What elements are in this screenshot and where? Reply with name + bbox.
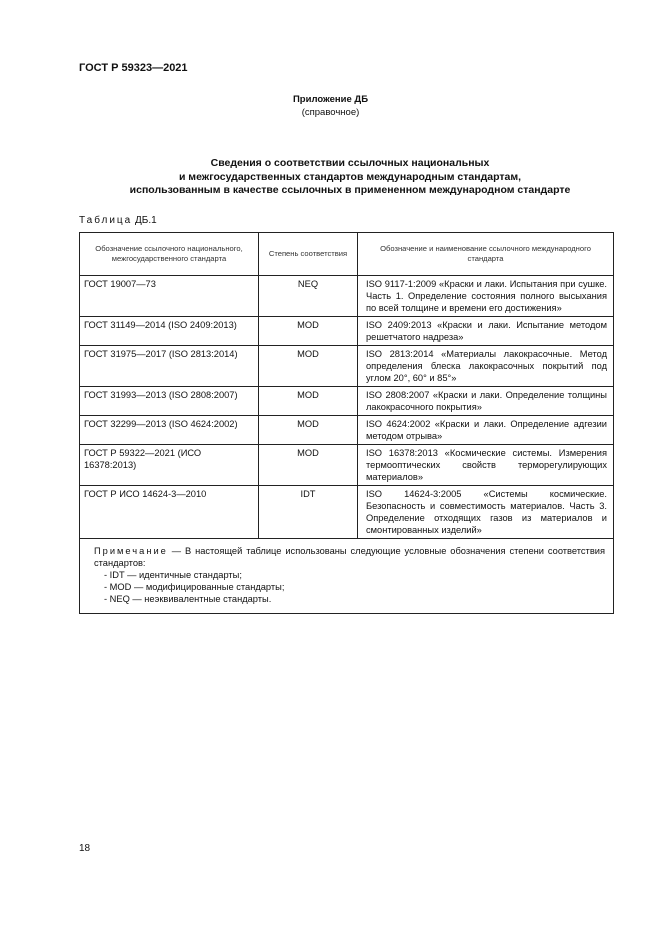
cell-national: ГОСТ 31975—2017 (ISO 2813:2014) (80, 346, 259, 387)
cell-international: ISO 2808:2007 «Краски и лаки. Определение толщины лакокрасочного покрытия» (358, 387, 614, 416)
appendix-title: Приложение ДБ (292, 94, 369, 105)
note-label: Примечание (94, 546, 168, 556)
table-caption-number: ДБ.1 (135, 215, 157, 226)
note-item: - IDT — идентичные стандарты; (104, 570, 242, 580)
page-number: 18 (79, 843, 91, 854)
cell-degree: MOD (259, 445, 358, 486)
section-title-line: использованным в качестве ссылочных в примененном международном стандарте (129, 184, 571, 196)
note-item: - NEQ — неэквивалентные стандарты. (104, 594, 272, 604)
appendix-heading (0, 93, 661, 119)
reference-table (79, 232, 614, 614)
cell-national: ГОСТ 32299—2013 (ISO 4624:2002) (80, 416, 259, 445)
cell-national: ГОСТ 31149—2014 (ISO 2409:2013) (80, 317, 259, 346)
table-caption-label: Таблица (79, 215, 133, 226)
cell-degree: MOD (259, 416, 358, 445)
table-row (80, 276, 614, 317)
table-row (80, 486, 614, 539)
cell-international: ISO 2409:2013 «Краски и лаки. Испытание методом решетчатого надреза» (358, 317, 614, 346)
table-row (80, 346, 614, 387)
cell-international: ISO 16378:2013 «Космические системы. Измерения термооптических свойств терморегулирующих материалов» (358, 445, 614, 486)
cell-degree: MOD (259, 387, 358, 416)
table-row (80, 387, 614, 416)
cell-national: ГОСТ Р 59322—2021 (ИСО 16378:2013) (80, 445, 259, 486)
section-title-line: Сведения о соответствии ссылочных национальных (210, 157, 490, 169)
cell-degree: IDT (259, 486, 358, 539)
cell-international: ISO 9117-1:2009 «Краски и лаки. Испытания при сушке. Часть 1. Определение состояния полного высыхания по всей толщине и времени его достижения» (358, 276, 614, 317)
note-item: - MOD — модифицированные стандарты; (104, 582, 285, 592)
note-head (94, 545, 605, 569)
table-row (80, 445, 614, 486)
table-note-row (80, 539, 614, 614)
section-title-line: и межгосударственных стандартов международным стандартам, (178, 170, 522, 183)
table-row (80, 416, 614, 445)
cell-national: ГОСТ 31993—2013 (ISO 2808:2007) (80, 387, 259, 416)
document-code: ГОСТ Р 59323—2021 (79, 62, 188, 74)
cell-degree: NEQ (259, 276, 358, 317)
cell-degree: MOD (259, 346, 358, 387)
section-title (100, 157, 600, 198)
table-header-row (80, 233, 614, 276)
header-international-standard: Обозначение и наименование ссылочного международного стандарта (358, 233, 614, 276)
cell-national: ГОСТ 19007—73 (80, 276, 259, 317)
cell-international: ISO 14624-3:2005 «Системы космические. Безопасность и совместимость материалов. Часть 3. Определение отходящих газов из материалов и смонтированных изделий» (358, 486, 614, 539)
cell-degree: MOD (259, 317, 358, 346)
appendix-subtitle: (справочное) (301, 107, 360, 118)
table-note (80, 539, 614, 614)
table-caption (79, 215, 157, 226)
note-list (94, 569, 605, 605)
header-national-standard: Обозначение ссылочного национального, межгосударственного стандарта (80, 233, 259, 276)
table-row (80, 317, 614, 346)
cell-national: ГОСТ Р ИСО 14624-3—2010 (80, 486, 259, 539)
cell-international: ISO 4624:2002 «Краски и лаки. Определение адгезии методом отрыва» (358, 416, 614, 445)
header-degree: Степень соответствия (259, 233, 358, 276)
cell-international: ISO 2813:2014 «Материалы лакокрасочные. Метод определения блеска лакокрасочных покрытий под углом 20°, 60° и 85°» (358, 346, 614, 387)
note-text: — В настоящей таблице использованы следующие условные обозначения степени соответствия стандартов: (94, 546, 605, 568)
